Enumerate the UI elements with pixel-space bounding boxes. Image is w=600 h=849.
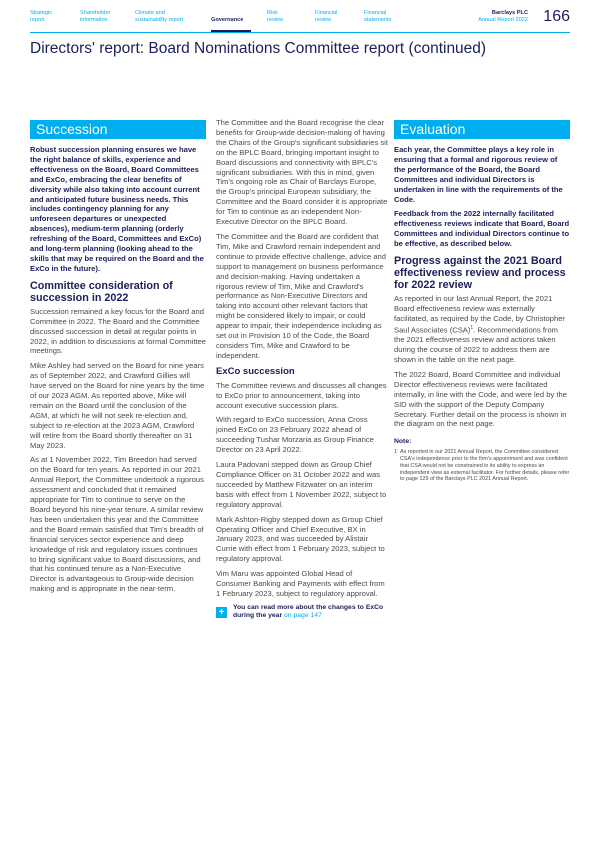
plus-icon: + [216,607,227,618]
nav-risk-review[interactable]: Risk review [267,10,284,23]
page-title: Directors' report: Board Nominations Committee report (continued) [30,40,487,57]
exco-paragraph-5: Vim Maru was appointed Global Head of Consumer Banking and Payments with effect from 1 February 2023, subject to regulatory approval. [216,569,385,598]
evaluation-column [394,120,570,483]
nav-shareholder-information[interactable]: Shareholder information [80,10,111,23]
exco-paragraph-2: With regard to ExCo succession, Anna Cross joined ExCo on 23 February 2022 ahead of succeeding Tushar Morzaria as Group Finance Director on 23 April 2022. [216,415,374,455]
evaluation-paragraph-2: The 2022 Board, Board Committee and individual Director effectiveness reviews were facilitated internally, in line with the Code, and were led by the SID with the support of the Deputy Company Secretary. Further detail on the process is shown in the diagram on the next page. [394,369,567,429]
exco-read-more-link[interactable] [216,604,388,620]
note-heading: Note: [394,438,412,446]
nav-strategic-report[interactable]: Strategic report [30,10,53,23]
evaluation-banner: Evaluation [394,120,570,139]
nav-financial-statements[interactable]: Financial statements [364,10,392,23]
footnote [394,449,570,483]
exco-paragraph-4: Mark Ashton-Rigby stepped down as Group Chief Operating Officer and Chief Executive, BX in January 2023, and was succeeded by Alistair Currie with effect from 1 February 2023, subject to regulatory approval. [216,514,385,564]
succession-column [30,120,206,599]
page-link[interactable]: on page 147 [284,612,322,620]
succession-paragraph-2: Mike Ashley had served on the Board for nine years as of September 2022, and Crawford Gillies will have served on the Board for nine years by the time of our 2023 AGM. As reported above, Mike will remain on the Board until the conclusion of the AGM, at which he will not seek re-election and, subject to re-election at the 2023 AGM, Crawford will retire from the Board shortly thereafter on 31 May 2023. [30,361,205,450]
succession-lead: Robust succession planning ensures we have the right balance of skills, experience and effectiveness on the Board, Board Committees and ExCo, embracing the clear benefits of diversity while also taking into account current and anticipated future business needs. This includes contingency planning for any unforeseen departures or unexpected absences), medium-term planning (orderly refreshing of the Board, Committees and ExCo) and long-term planning (looking ahead to the skills that may be required on the Board and the ExCo in the future). [30,145,204,273]
succession-banner: Succession [30,120,206,139]
footnote-number: 1 [394,449,397,456]
exco-paragraph-1: The Committee reviews and discusses all changes to ExCo prior to announcement, taking into account executive succession plans. [216,380,387,410]
succession-paragraph-1: Succession remained a key focus for the Board and Committee in 2022. The Board and the Committee discussed succession in detail at regular points in 2022, in addition to discussions at formal Committee meetings. [30,306,207,356]
footnote-text: As reported in our 2021 Annual Report, the Committee considered CSA's independence prior to the firm's appointment and was confident that CSA would not be constrained in its ability to express an independent view as external facilitator. For further details, please refer to page 129 of the Barclays PLC 2021 Annual Report. [400,449,570,483]
nav-divider [30,32,570,33]
top-navigation [30,10,570,32]
nav-financial-review[interactable]: Financial review [315,10,338,23]
annual-report-label: Annual Report 2022 [478,17,528,23]
exco-paragraph-3: Laura Padovani stepped down as Group Chief Compliance Officer on 31 October 2022 and was succeeded by Matthew Fitzwater on an interim basis with effect from 1 November 2022, subject to regulatory approval. [216,460,387,509]
middle-column [216,118,388,620]
read-more-text: You can read more about the changes to ExCo during the year [233,603,384,620]
succession-paragraph-3: As at 1 November 2022, Tim Breedon had served on the Board for ten years. As reported in our 2021 Annual Report, the Committee undertook a rigorous assessment and concluded that it remained appropriate for Tim to continue to serve on the Board beyond his nine-year tenure. A similar review has been undertaken this year and the Committee and the Board remain satisfied that Tim's breadth of financial services sector experience and deep knowledge of risk and regulatory issues continues to bring significant value to Board discussions, and that his continued tenure as a Non-Executive Director is advantageous to Group-wide decision making and is appropriate in the near-term. [30,455,204,594]
exco-succession-heading: ExCo succession [216,365,295,377]
report-identity [478,10,528,24]
nav-climate-report[interactable]: Climate and sustainability report [135,10,184,23]
middle-paragraph-1: The Committee and the Board recognise the clear benefits for Group-wide decision-making of having the Chairs of the Group's significant subsidiaries sit on the BPLC Board, bringing important insight to Board discussions and connectivity with BPLC's significant subsidiaries. With this in mind, given Tim's ongoing role as Chair of Barclays Europe, the Group's principal European subsidiary, the Committee and the Board consider it is appropriate for Tim to continue as an independent Non-Executive Director on the BPLC Board. [216,118,388,227]
progress-heading: Progress against the 2021 Board effectiveness review and process for 2022 review [394,255,566,292]
evaluation-paragraph-1: As reported in our last Annual Report, the 2021 Board effectiveness review was externally facilitated, as required by the Code, by Christopher Saul Associates (CSA)$^1$. Recommendations from the 2021 effectiveness review and actions taken during the course of 2022 to address them are shown in the table on the next page. [394,294,565,365]
page-number: 166 [543,8,570,25]
middle-paragraph-2: The Committee and the Board are confident that Tim, Mike and Crawford remain independent and continue to provide effective challenge, advice and support to management on business performance and decision-making. Having undertaken a rigorous review of Tim, Mike and Crawford's performance as Non-Executive Directors and taking into account other relevant factors that might be considered likely to impair, or could appear to impair, their independence including as set out in Provision 10 of the Code, the Board considers Tim, Mike and Crawford to be independent. [216,231,386,360]
evaluation-lead-2: Feedback from the 2022 internally facilitated effectiveness reviews indicate that Board, Board Committees and individual Directors continue to be effective, as described below. [394,209,570,249]
company-name: Barclays PLC [491,10,528,16]
committee-succession-heading: Committee consideration of succession in 2022 [30,279,173,304]
nav-governance[interactable]: Governance [211,17,244,23]
evaluation-lead-1: Each year, the Committee plays a key role in ensuring that a formal and rigorous review of the performance of the Board, the Board Committees and individual Directors is undertaken in line with the requirements of the Code. [394,145,563,204]
